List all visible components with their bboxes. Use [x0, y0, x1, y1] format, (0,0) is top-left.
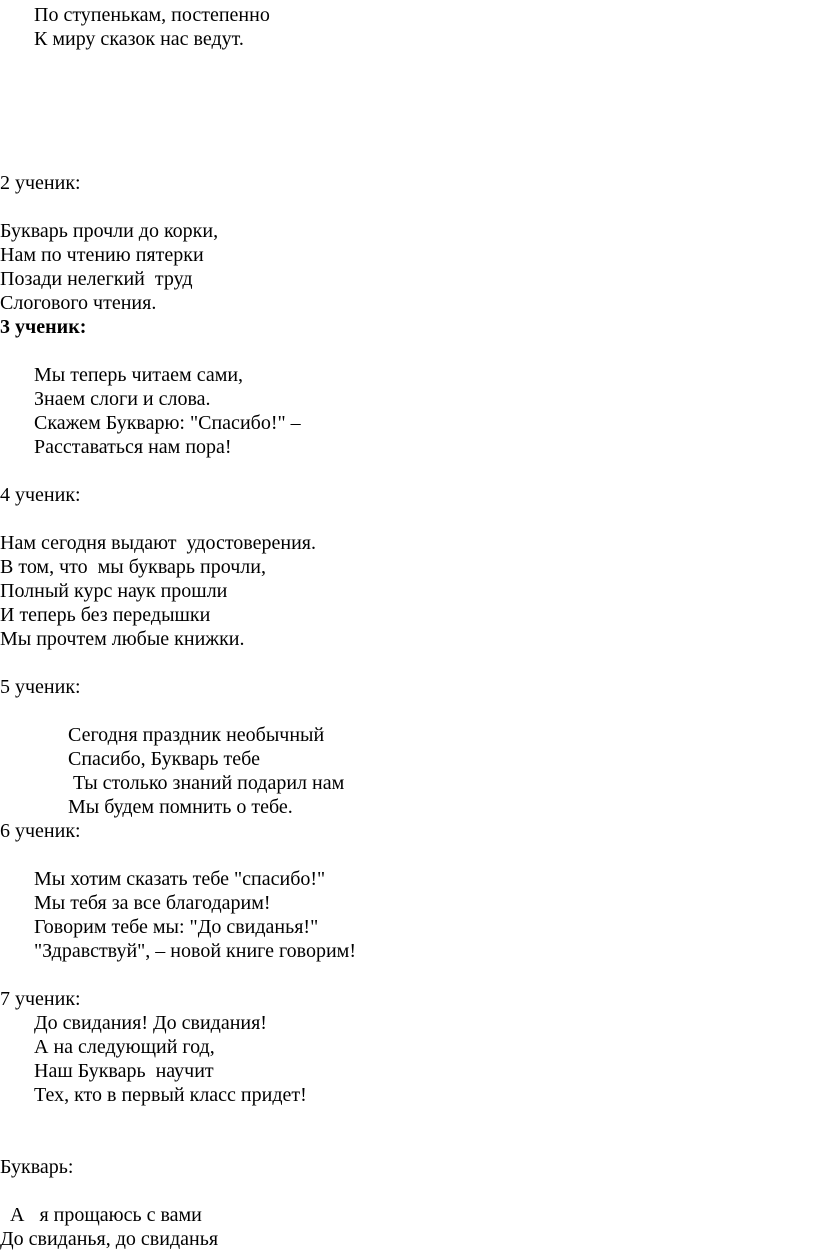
verse-line: До свидания! До свидания! — [34, 1012, 267, 1034]
verse-line: А я прощаюсь с вами — [0, 1204, 202, 1226]
verse-line: Знаем слоги и слова. — [34, 388, 211, 410]
verse-line: Сегодня праздник необычный — [68, 724, 325, 746]
verse-line: Нам по чтению пятерки — [0, 244, 204, 266]
verse-line: До свиданья, до свиданья — [0, 1228, 219, 1250]
speaker-heading: 2 ученик: — [0, 172, 81, 194]
verse-line: Слогового чтения. — [0, 292, 157, 314]
verse-line: К миру сказок нас ведут. — [34, 28, 244, 50]
verse-line: Мы прочтем любые книжки. — [0, 628, 245, 650]
verse-line: "Здравствуй", – новой книге говорим! — [34, 940, 356, 962]
verse-line: Спасибо, Букварь тебе — [68, 748, 260, 770]
verse-line: Мы хотим сказать тебе "спасибо!" — [34, 868, 326, 890]
verse-line: Наш Букварь научит — [34, 1060, 214, 1082]
speaker-heading: 5 ученик: — [0, 676, 81, 698]
verse-line: Букварь прочли до корки, — [0, 220, 219, 242]
speaker-heading: 3 ученик: — [0, 316, 87, 338]
verse-line: Мы будем помнить о тебе. — [68, 796, 293, 818]
verse-line: Ты столько знаний подарил нам — [68, 772, 345, 794]
verse-line: В том, что мы букварь прочли, — [0, 556, 266, 578]
verse-line: А на следующий год, — [34, 1036, 215, 1058]
verse-line: Расставаться нам пора! — [34, 436, 232, 458]
verse-line: Мы тебя за все благодарим! — [34, 892, 271, 914]
speaker-heading: 7 ученик: — [0, 988, 81, 1010]
speaker-heading: 4 ученик: — [0, 484, 81, 506]
verse-line: Говорим тебе мы: "До свиданья!" — [34, 916, 319, 938]
verse-line: И теперь без передышки — [0, 604, 211, 626]
speaker-heading: 6 ученик: — [0, 820, 81, 842]
verse-line: Мы теперь читаем сами, — [34, 364, 244, 386]
verse-line: Позади нелегкий труд — [0, 268, 193, 290]
speaker-heading: Букварь: — [0, 1156, 74, 1178]
verse-line: Скажем Букварю: "Спасибо!" – — [34, 412, 301, 434]
verse-line: Полный курс наук прошли — [0, 580, 228, 602]
verse-line: Тех, кто в первый класс придет! — [34, 1084, 307, 1106]
verse-line: По ступенькам, постепенно — [34, 4, 270, 26]
verse-line: Нам сегодня выдают удостоверения. — [0, 532, 316, 554]
